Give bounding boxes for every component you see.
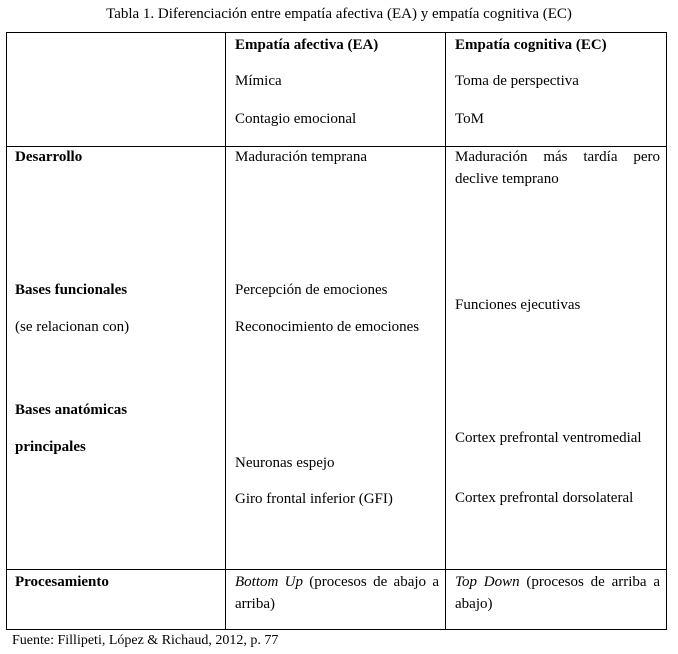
ec-cortex-ventromedial: Cortex prefrontal ventromedial [455,430,642,446]
ea-procesamiento-term: Bottom Up [235,574,303,590]
label-bases-funcionales: Bases funcionales [15,282,128,298]
ea-procesamiento-desc: (procesos de abajo a arriba) [235,574,440,612]
header-ea-item-mimica: Mímica [235,73,282,89]
header-ea-title: Empatía afectiva (EA) [235,37,379,53]
comparison-table [6,32,667,630]
header-ec-item-tom: ToM [455,111,484,127]
ea-percepcion: Percepción de emociones [235,282,388,298]
column-divider-2 [445,33,446,629]
row-divider-2 [7,569,666,570]
label-principales: principales [15,439,86,455]
source-footnote: Fuente: Fillipeti, López & Richaud, 2012, p. 77 [12,633,279,648]
ec-procesamiento-desc: (procesos de arriba a abajo) [455,574,660,612]
label-bases-funcionales-note: (se relacionan con) [15,319,130,335]
header-ea-item-contagio: Contagio emocional [235,111,357,127]
ea-reconocimiento: Reconocimiento de emociones [235,319,420,335]
ea-desarrollo: Maduración temprana [235,149,368,165]
label-desarrollo: Desarrollo [15,149,83,165]
ec-funciones-ejecutivas: Funciones ejecutivas [455,297,581,313]
label-bases-anatomicas: Bases anatómicas [15,402,128,418]
ea-neuronas-espejo: Neuronas espejo [235,455,335,471]
header-ec-item-toma: Toma de perspectiva [455,73,579,89]
ec-desarrollo: Maduración más tardía pero declive temprano [455,149,660,187]
ec-cortex-dorsolateral: Cortex prefrontal dorsolateral [455,490,634,506]
label-procesamiento: Procesamiento [15,574,109,590]
header-ec-title: Empatía cognitiva (EC) [455,37,607,53]
ea-procesamiento [235,571,439,615]
table-caption: Tabla 1. Diferenciación entre empatía afectiva (EA) y empatía cognitiva (EC) [106,6,572,22]
ea-giro-frontal: Giro frontal inferior (GFI) [235,491,393,507]
column-divider-1 [225,33,226,629]
ec-procesamiento-term: Top Down [455,574,520,590]
ec-procesamiento [455,571,660,615]
